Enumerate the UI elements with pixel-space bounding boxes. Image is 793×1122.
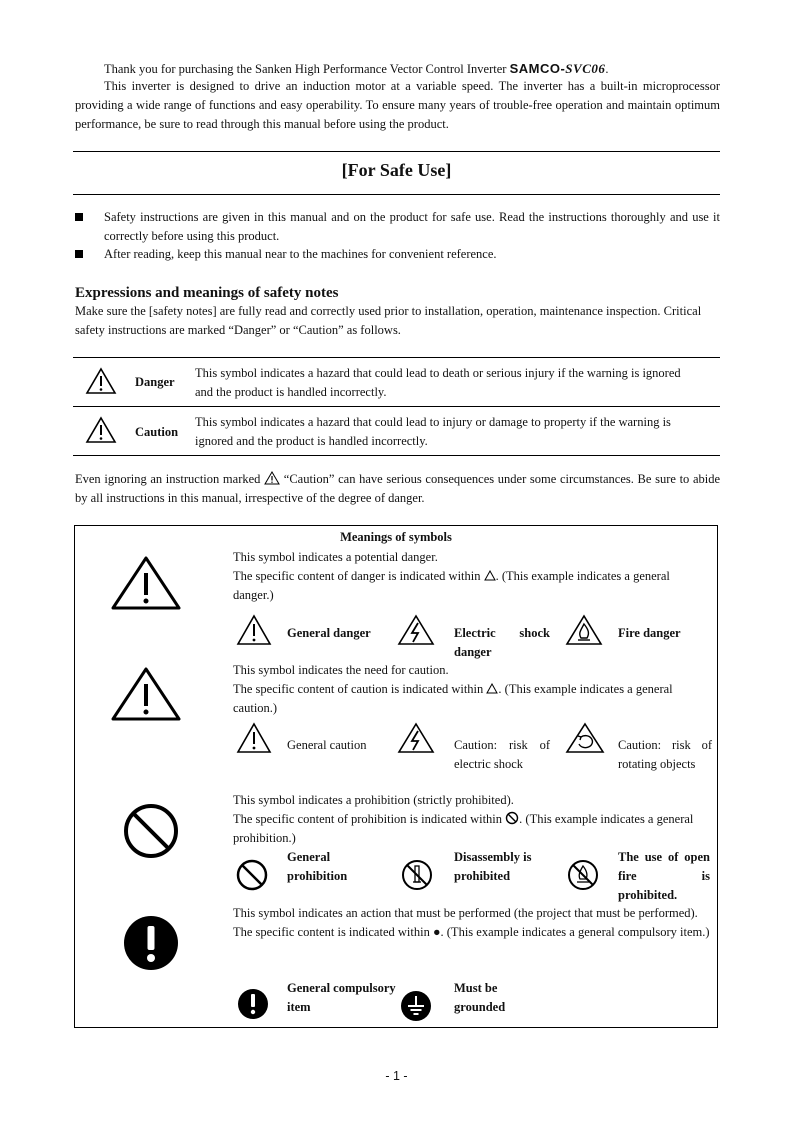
general-prohibition-icon (235, 858, 269, 892)
danger-label: Danger (135, 375, 175, 389)
warning-triangle-icon (85, 367, 117, 395)
electric-shock-danger-icon (397, 614, 435, 646)
caution-description: This symbol indicates a hazard that could lead to injury or damage to property if the warning is ignored and the product is handled incorrectly. (195, 415, 671, 448)
bullet-marker (75, 250, 83, 258)
disassembly-prohibited-label: Disassembly is prohibited (454, 850, 532, 883)
bullet-item: Safety instructions are given in this manual and on the product for safe use. Read the instructions thoroughly and use it correctly before using this product. (104, 210, 720, 243)
disassembly-prohibited-icon (400, 858, 434, 892)
caution-label: Caution (135, 425, 179, 439)
divider (73, 406, 720, 407)
danger-description: This symbol indicates a hazard that could lead to death or serious injury if the warning is ignored and the product is handled incorrectly. (195, 366, 681, 399)
prohibition-symbol-text: This symbol indicates a prohibition (strictly prohibited). The specific content of prohibition is indicated within . (This example indicates a general prohibition.) (233, 793, 694, 845)
divider (73, 194, 720, 195)
fire-danger-icon (565, 614, 603, 646)
caution-symbol-icon (110, 666, 182, 722)
expressions-body: Make sure the [safety notes] are fully read and correctly used prior to installation, operation, maintenance inspection. Critical safety instructions are marked “Danger” or “Caution” as follows. (75, 304, 702, 337)
fire-danger-label: Fire danger (618, 626, 681, 640)
ground-icon (400, 990, 432, 1022)
caution-symbol-text: This symbol indicates the need for caution. The specific content of caution is indicated within . (This example indicates a general caution.) (233, 663, 673, 715)
intro-paragraph: This inverter is designed to drive an induction motor at a variable speed. The inverter has a built-in microprocessor providing a wide range of functions and easy operability. To ensure many years of trouble-free operation and maintain optimum performance, be sure to read through this manual before using the product. (75, 79, 720, 131)
general-caution-icon (236, 722, 272, 754)
expressions-heading: Expressions and meanings of safety notes (75, 285, 339, 301)
bullet-marker (75, 213, 83, 221)
small-triangle-icon (484, 570, 496, 581)
page-number: - 1 - (385, 1069, 408, 1083)
open-fire-prohibited-label: The use of open fire is prohibited. (618, 850, 710, 902)
general-compulsory-label: General compulsory item (287, 981, 396, 1014)
electric-shock-caution-icon (397, 722, 435, 754)
rotating-objects-label: Caution: risk of rotating objects (618, 738, 712, 771)
compulsory-symbol-icon (122, 914, 180, 972)
divider (73, 455, 720, 456)
note-paragraph: Even ignoring an instruction marked “Caution” can have serious consequences under some circumstances. Be sure to abide by all instructions in this manual, irrespective of the degree of danger. (75, 472, 721, 505)
symbols-heading: Meanings of symbols (340, 530, 452, 544)
small-triangle-icon (486, 683, 498, 694)
divider (73, 357, 720, 358)
danger-symbol-icon (110, 555, 182, 611)
general-prohibition-label: General prohibition (287, 850, 348, 883)
rotating-objects-icon (565, 722, 605, 754)
general-danger-icon (236, 614, 272, 646)
prohibition-symbol-icon (122, 802, 180, 860)
danger-symbol-text: This symbol indicates a potential danger. The specific content of danger is indicated within . (This example indicates a general danger.) (233, 550, 670, 602)
open-fire-prohibited-icon (565, 858, 601, 892)
intro-text: Thank you for purchasing the Sanken High Performance Vector Control Inverter (104, 62, 507, 76)
filled-circle-icon: ● (432, 925, 441, 939)
electric-shock-caution-label: Caution: risk of electric shock (454, 738, 550, 771)
electric-shock-danger-label: Electric shock danger (454, 626, 550, 659)
brand-logo: SAMCO-SVC06 (509, 61, 606, 76)
compulsory-symbol-text: This symbol indicates an action that must be performed (the project that must be performed). The specific content is indicated within ●. (This example indicates a general compulsory item.) (233, 906, 710, 939)
bullet-item: After reading, keep this manual near to the machines for convenient reference. (104, 247, 497, 261)
must-be-grounded-label: Must be grounded (454, 981, 506, 1014)
intro-line1: Thank you for purchasing the Sanken High Performance Vector Control Inverter SAMCO-SVC06. (104, 61, 609, 76)
section-title: [For Safe Use] (341, 160, 452, 180)
general-caution-label: General caution (287, 738, 367, 752)
warning-triangle-icon (264, 471, 280, 485)
general-danger-label: General danger (287, 626, 371, 640)
warning-triangle-icon (85, 416, 117, 444)
small-prohibition-icon (505, 811, 519, 825)
divider (73, 151, 720, 152)
general-compulsory-icon (237, 988, 269, 1020)
